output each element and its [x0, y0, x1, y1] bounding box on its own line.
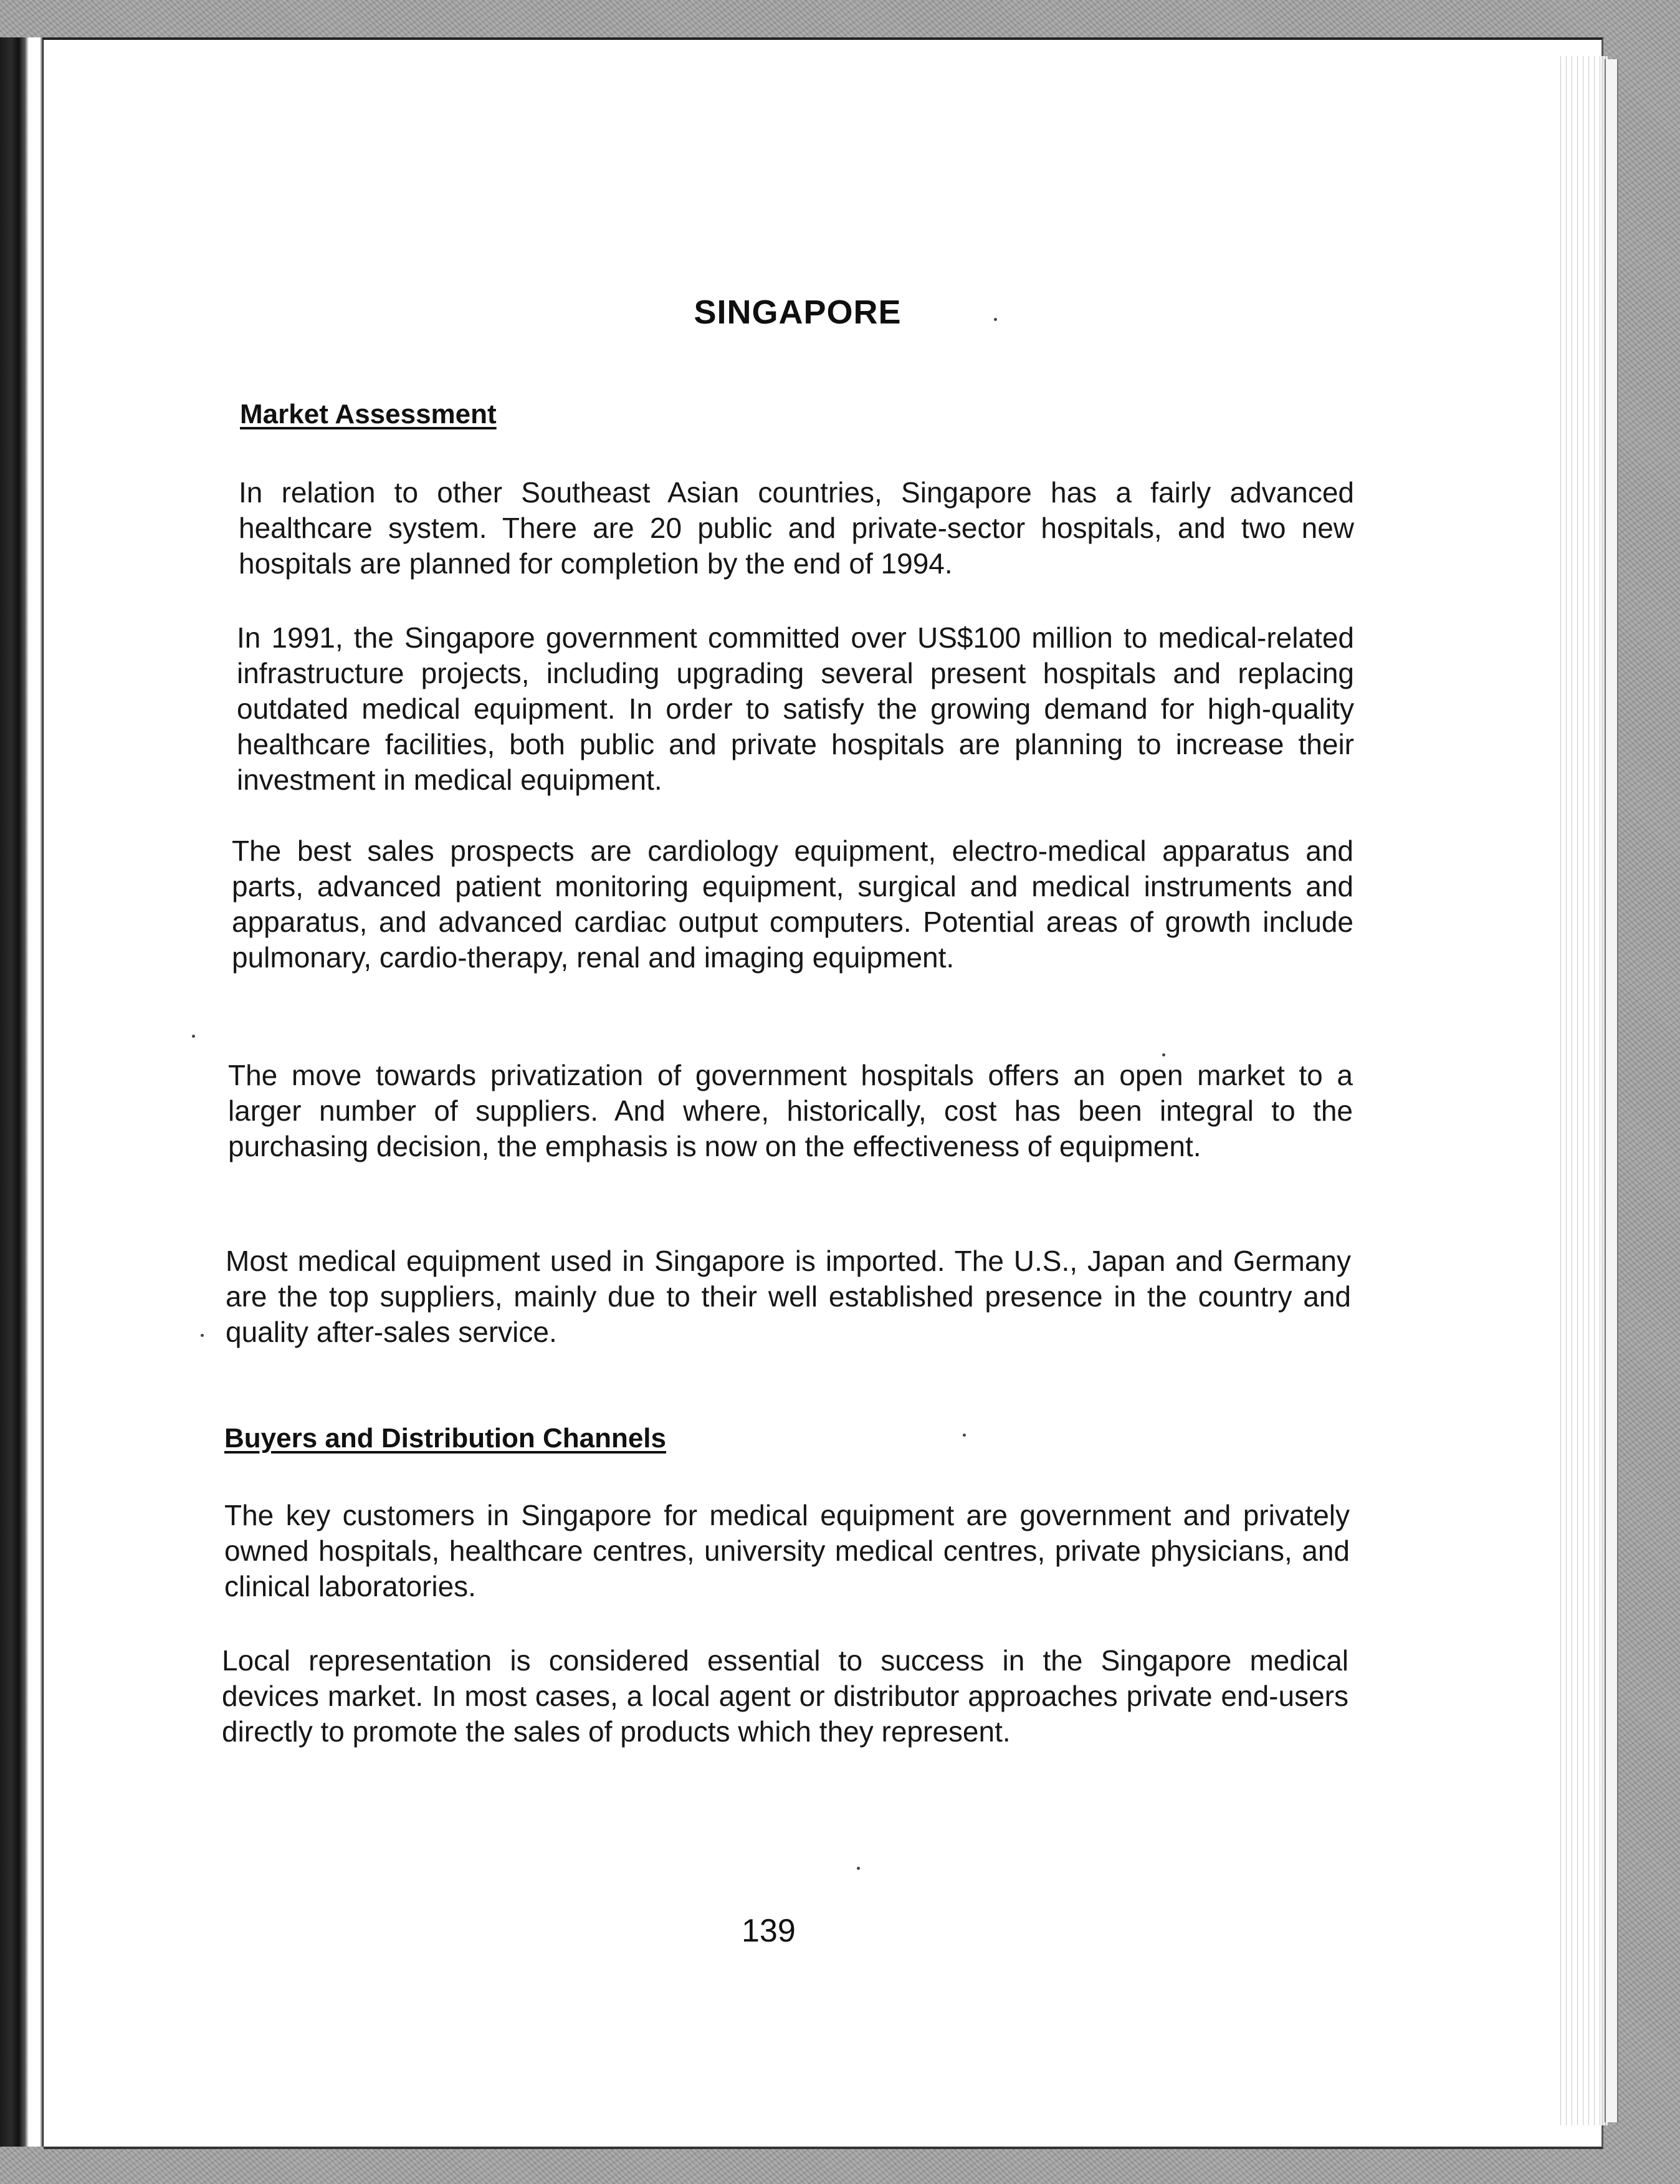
scan-speck: [857, 1867, 860, 1870]
scan-speck: [963, 1434, 966, 1437]
scan-speck: [201, 1334, 204, 1337]
paragraph: The best sales prospects are cardiology equipment, electro-medical apparatus and parts, advanced patient monitoring equipment, surgical and medical instruments and apparatus, and advanced cardiac output computers. Potential areas of growth include pulmonary, cardio-therapy, renal and imaging equipment.: [232, 835, 1353, 974]
scan-speck: [192, 1035, 195, 1038]
page-edges-outer: [1605, 59, 1618, 2122]
paragraph: In relation to other Southeast Asian countries, Singapore has a fairly advanced healthcare system. There are 20 public and private-sector hospitals, and two new hospitals are planned for completion by the end of 1994.: [239, 476, 1354, 580]
section-heading-buyers-distribution: Buyers and Distribution Channels: [224, 1423, 666, 1454]
page-edges: [1558, 56, 1608, 2125]
paragraph: The move towards privatization of government hospitals offers an open market to a larger number of suppliers. And where, historically, cost has been integral to the purchasing decision, the emphasis is now on the effectiveness of equipment.: [228, 1059, 1353, 1162]
paragraph: Most medical equipment used in Singapore is imported. The U.S., Japan and Germany are the top suppliers, mainly due to their well established presence in the country and quality after-sales service.: [226, 1245, 1351, 1348]
paragraph: The key customers in Singapore for medical equipment are government and privately owned hospitals, healthcare centres, university medical centres, private physicians, and clinical laboratories.: [224, 1499, 1350, 1602]
paragraph: Local representation is considered essential to success in the Singapore medical devices market. In most cases, a local agent or distributor approaches private end-users directly to promote the sales of products which they represent.: [222, 1644, 1348, 1748]
scan-speck: [994, 318, 997, 321]
section-heading-market-assessment: Market Assessment: [240, 399, 497, 429]
page-number: 139: [742, 1913, 796, 1949]
book-binding: [0, 37, 50, 2147]
scan-speck: [1162, 1053, 1165, 1056]
page-title: SINGAPORE: [694, 294, 902, 331]
paragraph: In 1991, the Singapore government committed over US$100 million to medical-related infrastructure projects, including upgrading several present hospitals and replacing outdated medical equipment. In order to satisfy the growing demand for high-quality healthcare facilities, both public and private hospitals are planning to increase their investment in medical equipment.: [237, 621, 1354, 796]
